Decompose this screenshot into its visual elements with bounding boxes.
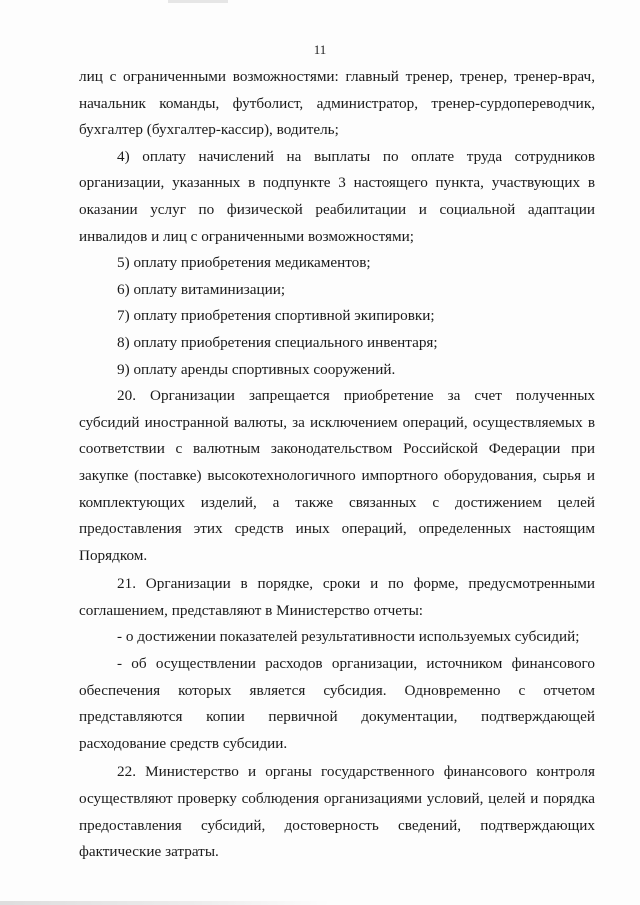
paragraph-staff-list-continuation: лиц с ограниченными возможностями: главный тренер, тренер, тренер-врач, начальник команды, футболист, администратор, тренер-сурдопереводчик, бухгалтер (бухгалтер-кассир), водитель; (79, 68, 595, 139)
paragraph-clause-21-item-2: - об осуществлении расходов организации, источником финансового обеспечения которых является субсидия. Одновременно с отчетом представляются копии первичной документации, подтверждающей расходование средств субсидии. (79, 655, 595, 752)
paragraph-item-4: 4) оплату начислений на выплаты по оплате труда сотрудников организации, указанных в подпункте 3 настоящего пункта, участвующих в оказании услуг по физической реабилитации и социальной адаптации инвалидов и лиц с ограниченными возможностями; (79, 147, 595, 245)
paragraph-clause-20: 20. Организации запрещается приобретение за счет полученных субсидий иностранной валюты, за исключением операций, осуществляемых в соответствии с валютным законодательством Российской Федерации при закупке (поставке) высокотехнологичного импортного оборудования, сырья и комплектующих изделий, а также связанных с достижением целей предоставления этих средств иных операций, определенных настоящим Порядком. (79, 387, 595, 564)
paragraph-item-6: 6) оплату витаминизации; (117, 280, 286, 298)
paragraph-item-8: 8) оплату приобретения специального инвентаря; (117, 333, 438, 351)
page-number: 11 (313, 42, 327, 57)
paragraph-item-7: 7) оплату приобретения спортивной экипировки; (117, 307, 435, 325)
paragraph-clause-21: 21. Организации в порядке, сроки и по форме, предусмотренными соглашением, представляют в Министерство отчеты: (79, 575, 595, 619)
paragraph-clause-21-item-1: - о достижении показателей результативности используемых субсидий; (117, 628, 580, 646)
document-body (79, 64, 595, 866)
paragraph-item-9: 9) оплату аренды спортивных сооружений. (117, 360, 396, 378)
paragraph-clause-22: 22. Министерство и органы государственного финансового контроля осуществляют проверку соблюдения организациями условий, целей и порядка предоставления субсидий, достоверность сведений, подтверждающих фактические затраты. (79, 763, 595, 861)
scan-artifact (168, 0, 228, 3)
scan-artifact (0, 901, 330, 905)
paragraph-item-5: 5) оплату приобретения медикаментов; (117, 254, 371, 272)
